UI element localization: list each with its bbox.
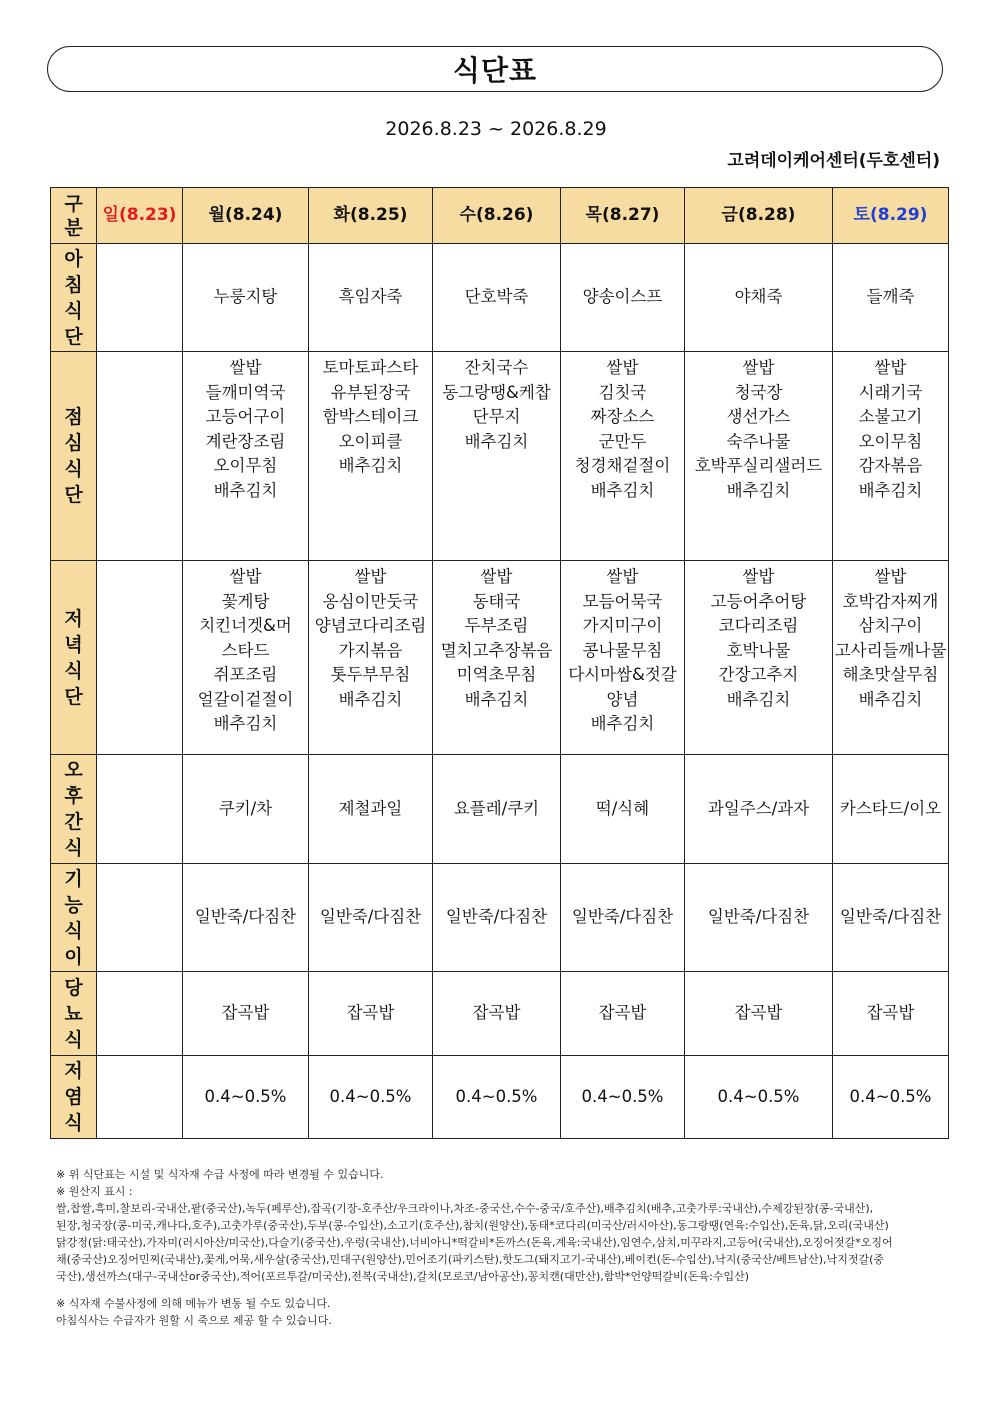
menu-cell: [685, 972, 833, 1056]
notes: [56, 1166, 946, 1329]
row-label-char: 식: [64, 299, 83, 322]
center-name: 고려데이케어센터(두호센터): [727, 151, 940, 171]
menu-item: 콩나물무침: [582, 640, 663, 660]
menu-cell: [685, 352, 833, 561]
menu-cell: [97, 561, 183, 755]
menu-item: 청국장: [734, 382, 783, 402]
row-label-char: 단: [64, 325, 83, 348]
menu-item: 가지볶음: [338, 640, 403, 660]
menu-item: 제철과일: [338, 798, 403, 818]
menu-item: 떡/식혜: [595, 798, 650, 818]
menu-cell: [685, 561, 833, 755]
menu-cell: [183, 561, 309, 755]
menu-item: 치킨너겟&머: [199, 616, 292, 635]
menu-table: [50, 187, 949, 1139]
row-label: [51, 1056, 97, 1139]
menu-item: 들깨죽: [866, 287, 915, 307]
menu-item: 0.4~0.5%: [455, 1086, 538, 1106]
menu-cell: [561, 352, 685, 561]
day-header: 화(8.25): [309, 188, 433, 244]
menu-cell: [685, 755, 833, 864]
menu-item: 쌀밥: [606, 358, 639, 377]
menu-item: 0.4~0.5%: [204, 1086, 287, 1106]
origin-title: ※ 원산지 표시 :: [56, 1185, 133, 1198]
menu-item: 얼갈이겉절이: [197, 689, 294, 709]
menu-item: 일반죽/다짐찬: [707, 907, 810, 927]
menu-item: 스타드: [221, 640, 270, 660]
row-label-char: 이: [64, 945, 83, 968]
menu-cell: [561, 972, 685, 1056]
note-breakfast: 아침식사는 수급자가 원할 시 죽으로 제공 할 수 있습니다.: [56, 1314, 332, 1327]
menu-item: 호박감자찌개: [842, 591, 939, 611]
menu-item: 잡곡밥: [598, 1003, 647, 1023]
menu-item: 0.4~0.5%: [329, 1086, 412, 1106]
menu-item: 쌀밥: [742, 567, 775, 586]
origin-line: 된장,청국장(콩-미국,캐나다,호주),고춧가루(중국산),두부(콩-수입산),소고기(호주산),참치(원양산),동태*코다리(미국산/러시아산),동그랑땡(연육:수입산),돈육,닭,오리(국내산): [56, 1219, 889, 1232]
menu-cell: [183, 972, 309, 1056]
menu-item: 잡곡밥: [734, 1003, 783, 1023]
menu-cell: [309, 561, 433, 755]
menu-item: 함박스테이크: [322, 407, 419, 426]
menu-item: 단무지: [472, 407, 521, 426]
menu-cell: [97, 755, 183, 864]
menu-item: 0.4~0.5%: [581, 1086, 664, 1106]
row-label-char: 간: [64, 811, 83, 833]
menu-item: 생선가스: [726, 407, 791, 426]
row-label-char: 식: [64, 1112, 83, 1134]
menu-cell: [833, 1056, 949, 1139]
menu-item: 배추김치: [858, 480, 923, 500]
menu-item: 일반죽/다짐찬: [445, 907, 548, 927]
row-label-char: 뇨: [64, 1002, 83, 1025]
origin-line: 닭강정(닭:태국산),가자미(러시아산/미국산),다슬기(중국산),우렁(국내산),너비아니*떡갈비*돈까스(돈육,계육:국내산),임연수,삼치,미꾸라지,고등어(국내산),오징어젓갈*오징어: [56, 1236, 893, 1249]
menu-item: 양념: [606, 689, 639, 709]
menu-item: 다시마쌈&젓갈: [568, 665, 677, 684]
menu-item: 김칫국: [598, 382, 647, 402]
menu-cell: [833, 972, 949, 1056]
menu-item: 배추김치: [338, 689, 403, 709]
row-label-char: 식: [64, 1028, 83, 1051]
menu-item: 오이무침: [213, 456, 278, 475]
row-label-char: 분: [64, 216, 83, 239]
menu-item: 배추김치: [464, 431, 529, 451]
menu-item: 양념코다리조림: [314, 616, 427, 635]
row-label-char: 식: [64, 659, 83, 682]
menu-item: 군만두: [598, 431, 647, 451]
table-row: [51, 755, 949, 864]
row-label: [51, 864, 97, 972]
menu-item: 배추김치: [213, 714, 278, 733]
menu-item: 잡곡밥: [866, 1003, 915, 1023]
menu-cell: [183, 1056, 309, 1139]
menu-cell: [433, 972, 561, 1056]
menu-item: 옹심이만둣국: [322, 591, 419, 611]
origin-line: 채(중국산)오징어민찌(국내산),꽃게,어묵,새우살(중국산),민대구(원양산),민어조기(파키스탄),핫도그(돼지고기-국내산),베이컨(돈-수입산),낙지(중국산/베트남산),낙지젓갈(중: [56, 1253, 885, 1266]
menu-item: 과일주스/과자: [707, 798, 810, 818]
menu-item: 0.4~0.5%: [849, 1086, 932, 1106]
menu-cell: [833, 244, 949, 352]
menu-item: 오이무침: [858, 431, 923, 451]
menu-item: 해초맛살무침: [842, 665, 939, 684]
origin-line: 쌀,찹쌀,흑미,찰보리-국내산,팥(중국산),녹두(페루산),잡곡(기장-호주산/우크라이나,차조-중국산,수수-중국/호주산),배추김치(배추,고춧가루:국내산),수제강된장(콩-국내산),: [56, 1202, 874, 1215]
menu-item: 청경채겉절이: [574, 456, 671, 475]
menu-cell: [309, 972, 433, 1056]
menu-item: 모듬어묵국: [582, 591, 663, 611]
menu-item: 잡곡밥: [221, 1003, 270, 1023]
menu-item: 요플레/쿠키: [453, 798, 540, 818]
menu-item: 쌀밥: [874, 567, 907, 586]
menu-cell: [685, 244, 833, 352]
period: 2026.8.23 ~ 2026.8.29: [385, 118, 607, 140]
menu-item: 시래기국: [858, 382, 923, 402]
row-label: [51, 755, 97, 864]
menu-cell: [433, 561, 561, 755]
day-header: 토(8.29): [833, 188, 949, 244]
menu-item: 배추김치: [590, 480, 655, 500]
table-row: [51, 864, 949, 972]
menu-item: 호박나물: [726, 640, 791, 660]
menu-cell: [561, 561, 685, 755]
menu-item: 짜장소스: [590, 407, 655, 426]
corner-cell: [51, 188, 97, 244]
menu-cell: [183, 864, 309, 972]
menu-item: 쌀밥: [606, 567, 639, 586]
menu-cell: [309, 864, 433, 972]
menu-item: 톳두부무침: [330, 665, 411, 684]
menu-cell: [97, 244, 183, 352]
menu-cell: [97, 1056, 183, 1139]
menu-item: 고사리들깨나물: [834, 640, 947, 660]
menu-item: 배추김치: [858, 689, 923, 709]
menu-cell: [833, 352, 949, 561]
row-label-char: 오: [64, 759, 83, 781]
menu-item: 잡곡밥: [346, 1003, 395, 1023]
menu-cell: [183, 755, 309, 864]
menu-item: 일반죽/다짐찬: [194, 907, 297, 927]
row-label-char: 염: [64, 1086, 83, 1108]
table-row: [51, 972, 949, 1056]
menu-item: 쥐포조림: [213, 665, 278, 684]
menu-item: 쌀밥: [229, 567, 262, 586]
menu-item: 배추김치: [338, 456, 403, 475]
menu-item: 배추김치: [213, 480, 278, 500]
row-label: [51, 352, 97, 561]
table-row: [51, 1056, 949, 1139]
row-label-char: 식: [64, 919, 83, 942]
menu-item: 배추김치: [590, 714, 655, 733]
menu-item: 배추김치: [726, 689, 791, 709]
menu-item: 오이피클: [338, 431, 403, 451]
menu-item: 누룽지탕: [213, 287, 278, 307]
menu-cell: [97, 972, 183, 1056]
menu-cell: [433, 1056, 561, 1139]
menu-item: 쌀밥: [354, 567, 387, 586]
menu-cell: [183, 352, 309, 561]
menu-item: 쿠키/차: [218, 798, 273, 818]
row-label-char: 구: [64, 192, 83, 215]
menu-cell: [309, 244, 433, 352]
note-supply: ※ 식자재 수불사정에 의해 메뉴가 변동 될 수도 있습니다.: [56, 1297, 331, 1310]
menu-item: 꽃게탕: [221, 591, 270, 611]
table-row: [51, 244, 949, 352]
menu-item: 잡곡밥: [472, 1003, 521, 1023]
menu-item: 간장고추지: [718, 665, 799, 684]
row-label-char: 녁: [64, 633, 83, 656]
table-row: [51, 352, 949, 561]
menu-item: 양송이스프: [582, 287, 663, 307]
row-label-char: 식: [64, 837, 83, 859]
menu-cell: [309, 352, 433, 561]
menu-item: 가지미구이: [582, 616, 663, 635]
menu-item: 잔치국수: [464, 358, 529, 377]
row-label-char: 심: [64, 432, 83, 454]
day-header: 금(8.28): [685, 188, 833, 244]
menu-cell: [433, 244, 561, 352]
row-label-char: 저: [64, 607, 83, 630]
menu-cell: [833, 561, 949, 755]
menu-item: 일반죽/다짐찬: [319, 907, 422, 927]
row-label-char: 후: [64, 785, 83, 807]
menu-item: 야채죽: [734, 287, 783, 307]
menu-item: 쌀밥: [229, 358, 262, 377]
menu-cell: [433, 352, 561, 561]
menu-item: 0.4~0.5%: [717, 1086, 800, 1106]
header-row: [51, 188, 949, 244]
row-label-char: 능: [64, 893, 83, 916]
menu-item: 고등어구이: [205, 407, 286, 426]
menu-cell: [433, 755, 561, 864]
day-header: 목(8.27): [561, 188, 685, 244]
menu-cell: [97, 864, 183, 972]
row-label-char: 단: [64, 484, 83, 506]
menu-cell: [685, 864, 833, 972]
menu-item: 두부조림: [464, 616, 529, 635]
menu-item: 흑임자죽: [338, 287, 403, 307]
menu-item: 쌀밥: [742, 358, 775, 377]
menu-cell: [309, 755, 433, 864]
menu-item: 감자볶음: [858, 456, 923, 475]
note-change: ※ 위 식단표는 시설 및 식자재 수급 사정에 따라 변경될 수 있습니다.: [56, 1168, 384, 1181]
menu-item: 카스타드/이오: [839, 798, 942, 818]
menu-item: 코다리조림: [718, 616, 799, 635]
menu-cell: [561, 755, 685, 864]
menu-item: 쌀밥: [874, 358, 907, 377]
menu-item: 쌀밥: [480, 567, 513, 586]
menu-cell: [433, 864, 561, 972]
menu-item: 단호박죽: [464, 287, 529, 307]
menu-item: 멸치고추장볶음: [440, 640, 553, 660]
menu-cell: [685, 1056, 833, 1139]
row-label: [51, 244, 97, 352]
menu-item: 들깨미역국: [205, 382, 286, 402]
day-header: 일(8.23): [97, 188, 183, 244]
menu-item: 고등어추어탕: [710, 591, 807, 611]
menu-item: 숙주나물: [726, 431, 791, 451]
menu-cell: [97, 352, 183, 561]
page-title: 식단표: [452, 54, 538, 87]
menu-item: 호박푸실리샐러드: [694, 456, 823, 475]
menu-cell: [561, 864, 685, 972]
row-label-char: 아: [64, 247, 83, 270]
row-label: [51, 561, 97, 755]
origin-list: [56, 1200, 946, 1285]
menu-item: 일반죽/다짐찬: [571, 907, 674, 927]
menu-item: 삼치구이: [858, 616, 923, 635]
title-box: [47, 46, 943, 92]
menu-cell: [833, 864, 949, 972]
menu-cell: [183, 244, 309, 352]
menu-item: 동태국: [472, 591, 521, 611]
row-label-char: 기: [64, 867, 83, 890]
menu-cell: [309, 1056, 433, 1139]
row-label-char: 점: [64, 406, 83, 428]
menu-item: 소불고기: [858, 407, 923, 426]
row-label-char: 당: [64, 976, 83, 999]
menu-item: 유부된장국: [330, 382, 411, 402]
row-label: [51, 972, 97, 1056]
menu-item: 계란장조림: [205, 431, 286, 451]
table-row: [51, 561, 949, 755]
origin-line: 국산),생선까스(대구-국내산or중국산),적어(포르투갈/미국산),전복(국내산),갈치(모로코/남아공산),꽁치캔(대만산),함박*언양떡갈비(돈육:수입산): [56, 1270, 750, 1283]
menu-item: 토마토파스타: [322, 358, 419, 377]
menu-cell: [561, 1056, 685, 1139]
menu-item: 동그랑땡&케찹: [442, 382, 551, 402]
day-header: 월(8.24): [183, 188, 309, 244]
day-header: 수(8.26): [433, 188, 561, 244]
row-label-char: 단: [64, 685, 83, 708]
row-label-char: 식: [64, 458, 83, 480]
menu-item: 미역초무침: [456, 665, 537, 684]
menu-cell: [561, 244, 685, 352]
menu-cell: [833, 755, 949, 864]
menu-item: 일반죽/다짐찬: [839, 907, 942, 927]
row-label-char: 침: [64, 273, 83, 296]
menu-item: 배추김치: [464, 689, 529, 709]
row-label-char: 저: [64, 1060, 83, 1082]
menu-item: 배추김치: [726, 480, 791, 500]
